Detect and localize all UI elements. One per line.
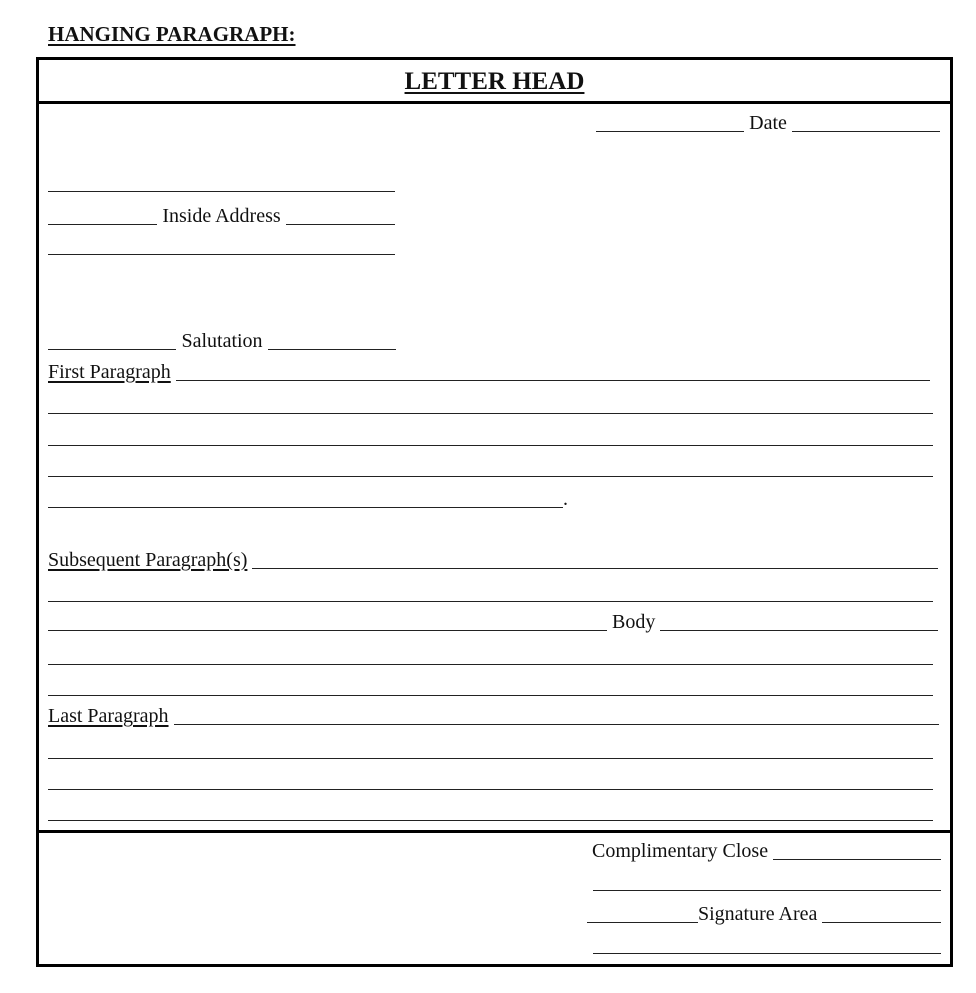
last-paragraph-field[interactable] [48,705,939,727]
last-paragraph-blank [174,724,939,725]
first-paragraph-line-2[interactable] [48,413,933,414]
date-blank-left [596,131,744,132]
inside-address-label: Inside Address [162,205,281,227]
closing-line-2[interactable] [593,890,941,891]
body-blank-left [48,630,607,631]
inside-address-line-3[interactable] [48,254,395,255]
first-paragraph-label: First Paragraph [48,361,171,383]
first-paragraph-line-5[interactable] [48,507,563,508]
signature-area-field[interactable] [587,903,941,925]
complimentary-close-blank [773,859,941,860]
salutation-field[interactable] [48,330,396,352]
subsequent-paragraphs-label: Subsequent Paragraph(s) [48,549,248,571]
body-label: Body [612,611,656,633]
subsequent-paragraphs-field[interactable] [48,549,938,571]
subsequent-paragraph-line-2[interactable] [48,601,933,602]
inside-address-blank-left [48,224,157,225]
salutation-blank-right [268,349,396,350]
date-field[interactable] [596,112,940,134]
complimentary-close-label: Complimentary Close [592,840,769,862]
first-paragraph-blank [176,380,930,381]
last-paragraph-label: Last Paragraph [48,705,169,727]
first-paragraph-line-4[interactable] [48,476,933,477]
subsequent-paragraphs-blank [252,568,938,569]
letter-template-box [36,57,953,967]
date-label: Date [749,112,787,134]
body-blank-right [660,630,938,631]
first-paragraph-field[interactable] [48,361,930,383]
page-heading: HANGING PARAGRAPH: [48,22,296,46]
date-blank-right [792,131,940,132]
letter-head-title: LETTER HEAD [404,68,585,95]
signature-blank-right [822,922,941,923]
signature-area-label: Signature Area [698,903,818,925]
first-paragraph-period: . [563,488,568,510]
first-paragraph-line-3[interactable] [48,445,933,446]
last-paragraph-line-2[interactable] [48,758,933,759]
last-paragraph-line-4[interactable] [48,820,933,821]
inside-address-field[interactable] [48,205,395,227]
salutation-blank-left [48,349,176,350]
footer-divider [39,830,950,833]
signature-blank-left [587,922,698,923]
inside-address-line-1[interactable] [48,191,395,192]
complimentary-close-field[interactable] [592,840,941,862]
header-divider [39,101,950,104]
signature-line[interactable] [593,953,941,954]
subsequent-paragraph-line-5[interactable] [48,695,933,696]
body-field[interactable] [48,611,938,633]
subsequent-paragraph-line-4[interactable] [48,664,933,665]
inside-address-blank-right [286,224,395,225]
last-paragraph-line-3[interactable] [48,789,933,790]
salutation-label: Salutation [181,330,263,352]
